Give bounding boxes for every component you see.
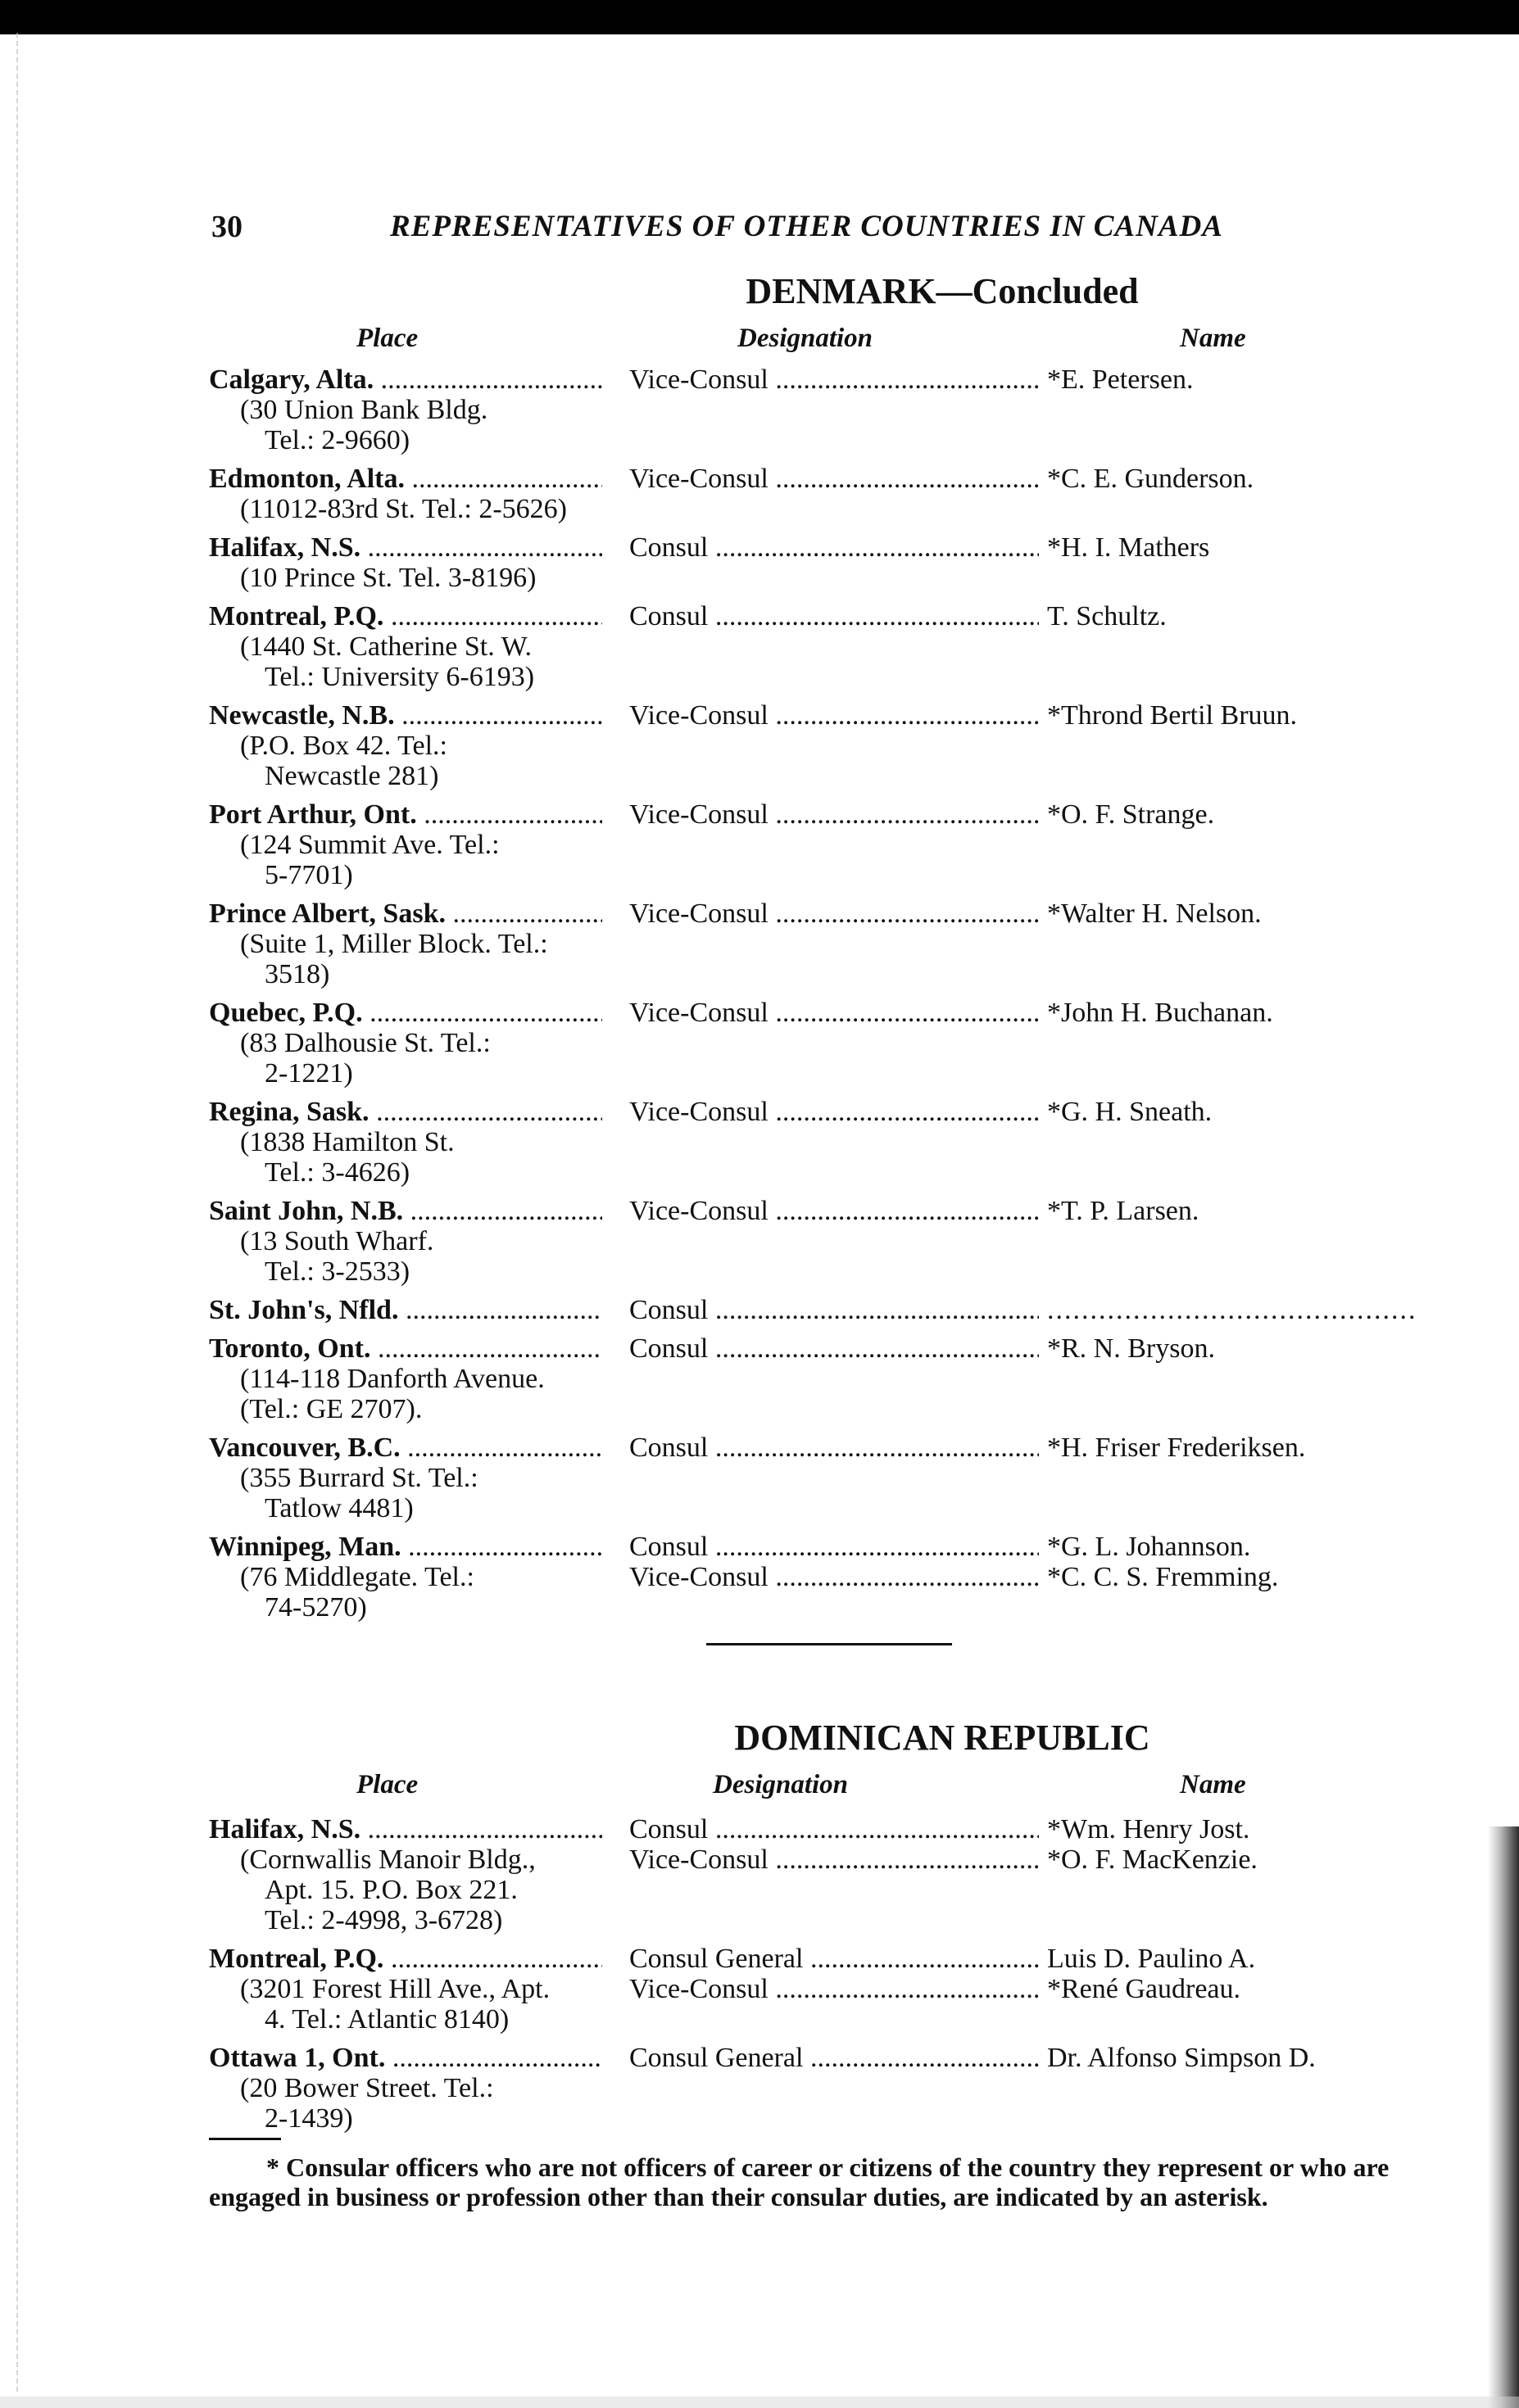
- appointments-cell: [629, 364, 1449, 395]
- address-line: Tatlow 4481): [265, 1493, 414, 1523]
- designation: Consul General .....: [629, 2043, 1039, 2073]
- officer-name: Luis D. Paulino A.: [1047, 1944, 1256, 1974]
- scan-shadow-right: [1488, 1826, 1519, 2408]
- address-line: (1440 St. Catherine St. W.: [240, 631, 533, 662]
- officer-name: *C. E. Gunderson.: [1047, 464, 1254, 494]
- col-header-designation: Designation: [713, 1770, 849, 1799]
- appointments-cell: [629, 532, 1449, 563]
- entry-row: [209, 532, 1446, 593]
- address-line: Tel.: University 6-6193): [265, 662, 535, 692]
- address-line: (Suite 1, Miller Block. Tel.:: [240, 929, 548, 959]
- appointment: [629, 898, 1449, 929]
- appointment: [629, 2043, 1449, 2073]
- appointment: [629, 1944, 1449, 1974]
- entry-row: [209, 1814, 1446, 1935]
- designation: Consul .....: [629, 532, 1039, 563]
- address-line: 74-5270): [265, 1592, 367, 1623]
- place-cell: [209, 998, 602, 1089]
- place-name: Montreal, P.Q. .....: [209, 601, 602, 631]
- address-line: Newcastle 281): [265, 761, 439, 791]
- place-cell: [209, 1196, 602, 1287]
- officer-name: *T. P. Larsen.: [1047, 1196, 1199, 1226]
- designation: Vice-Consul .....: [629, 700, 1039, 731]
- officer-name: *Wm. Henry Jost.: [1047, 1814, 1250, 1844]
- place-cell: [209, 1433, 602, 1523]
- place-name: Calgary, Alta. .....: [209, 364, 602, 395]
- officer-name: *G. H. Sneath.: [1047, 1097, 1213, 1127]
- appointments-cell: [629, 1944, 1449, 2004]
- designation: Vice-Consul .....: [629, 464, 1039, 494]
- entry-row: [209, 1295, 1446, 1325]
- officer-name: *G. L. Johannson.: [1047, 1532, 1251, 1562]
- designation: Vice-Consul .....: [629, 1974, 1039, 2004]
- section-denmark: [209, 270, 1446, 1623]
- page-number: 30: [211, 210, 243, 244]
- address-line: (76 Middlegate. Tel.:: [240, 1562, 474, 1592]
- entry-row: [209, 1944, 1446, 2035]
- address-line: (10 Prince St. Tel. 3-8196): [240, 563, 537, 593]
- entry-row: [209, 2043, 1446, 2134]
- appointment: [629, 532, 1449, 563]
- col-header-name: Name: [1180, 1770, 1246, 1799]
- place-name: Vancouver, B.C. .....: [209, 1433, 602, 1463]
- designation: Vice-Consul .....: [629, 1196, 1039, 1226]
- designation: Consul .....: [629, 1814, 1039, 1844]
- address-line: (83 Dalhousie St. Tel.:: [240, 1028, 491, 1058]
- address-line: (114-118 Danforth Avenue.: [240, 1364, 545, 1394]
- place-cell: [209, 799, 602, 890]
- entry-list: [209, 364, 1446, 1623]
- column-headers: [209, 324, 1446, 360]
- designation: Vice-Consul .....: [629, 898, 1039, 929]
- address-line: (1838 Hamilton St.: [240, 1127, 455, 1157]
- address-line: 5-7701): [265, 860, 353, 890]
- appointments-cell: [629, 1532, 1449, 1592]
- entry-row: [209, 1196, 1446, 1287]
- appointments-cell: [629, 464, 1449, 494]
- appointment: [629, 998, 1449, 1028]
- appointment: [629, 601, 1449, 631]
- designation: Vice-Consul .....: [629, 1562, 1039, 1592]
- appointments-cell: [629, 1097, 1449, 1127]
- designation: Vice-Consul .....: [629, 364, 1039, 395]
- place-cell: [209, 1814, 602, 1935]
- place-cell: [209, 2043, 602, 2134]
- place-name: Port Arthur, Ont. .....: [209, 799, 602, 830]
- designation: Vice-Consul .....: [629, 799, 1039, 830]
- appointment: [629, 1097, 1449, 1127]
- place-cell: [209, 898, 602, 989]
- appointment: [629, 1532, 1449, 1562]
- officer-name: *H. I. Mathers: [1047, 532, 1210, 563]
- place-name: Toronto, Ont. .....: [209, 1333, 602, 1364]
- section-title: DOMINICAN REPUBLIC: [734, 1718, 1150, 1758]
- place-cell: [209, 1295, 602, 1325]
- officer-name: T. Schultz.: [1047, 601, 1167, 631]
- address-line: Apt. 15. P.O. Box 221.: [265, 1875, 518, 1905]
- appointment: [629, 364, 1449, 395]
- designation: Vice-Consul .....: [629, 1097, 1039, 1127]
- place-cell: [209, 601, 602, 692]
- designation: Consul .....: [629, 1295, 1039, 1325]
- officer-name: *Thrond Bertil Bruun.: [1047, 700, 1298, 731]
- address-line: (355 Burrard St. Tel.:: [240, 1463, 478, 1493]
- officer-name: *C. C. S. Fremming.: [1047, 1562, 1279, 1592]
- address-line: 2-1439): [265, 2103, 353, 2134]
- designation: Consul .....: [629, 1433, 1039, 1463]
- officer-name: *Walter H. Nelson.: [1047, 898, 1262, 929]
- officer-name: Dr. Alfonso Simpson D.: [1047, 2043, 1316, 2073]
- place-cell: [209, 700, 602, 791]
- officer-name: *John H. Buchanan.: [1047, 998, 1273, 1028]
- address-line: (124 Summit Ave. Tel.:: [240, 830, 500, 860]
- address-line: 4. Tel.: Atlantic 8140): [265, 2004, 510, 2035]
- place-name: Ottawa 1, Ont. .....: [209, 2043, 602, 2073]
- officer-name: *E. Petersen.: [1047, 364, 1194, 395]
- column-headers: [209, 1770, 1446, 1806]
- address-line: Tel.: 2-9660): [265, 425, 410, 455]
- scan-border-bottom: [0, 2397, 1519, 2408]
- entry-list: [209, 1814, 1446, 2134]
- entry-row: [209, 1333, 1446, 1424]
- address-line: Tel.: 3-4626): [265, 1157, 410, 1188]
- section-dominican-republic: [209, 1717, 1446, 2134]
- appointment: [629, 1295, 1449, 1325]
- designation: Consul .....: [629, 1532, 1039, 1562]
- place-cell: [209, 1532, 602, 1623]
- running-title: REPRESENTATIVES OF OTHER COUNTRIES IN CANADA: [390, 210, 1223, 243]
- appointments-cell: [629, 799, 1449, 830]
- place-name: Montreal, P.Q. .....: [209, 1944, 602, 1974]
- entry-row: [209, 998, 1446, 1089]
- officer-name: ...........................................: [1047, 1295, 1417, 1325]
- place-name: Newcastle, N.B. .....: [209, 700, 602, 731]
- place-name: Halifax, N.S. .....: [209, 1814, 602, 1844]
- address-line: (30 Union Bank Bldg.: [240, 395, 488, 425]
- place-name: St. John's, Nfld. .....: [209, 1295, 602, 1325]
- entry-row: [209, 601, 1446, 692]
- designation: Consul General .....: [629, 1944, 1039, 1974]
- address-line: (P.O. Box 42. Tel.:: [240, 731, 447, 761]
- appointments-cell: [629, 1295, 1449, 1325]
- place-name: Saint John, N.B. .....: [209, 1196, 602, 1226]
- entry-row: [209, 1532, 1446, 1623]
- place-name: Regina, Sask. .....: [209, 1097, 602, 1127]
- place-name: Edmonton, Alta. .....: [209, 464, 602, 494]
- address-line: Tel.: 3-2533): [265, 1256, 410, 1287]
- officer-name: *H. Friser Frederiksen.: [1047, 1433, 1306, 1463]
- designation: Consul .....: [629, 601, 1039, 631]
- col-header-name: Name: [1180, 324, 1246, 353]
- col-header-place: Place: [356, 324, 419, 353]
- place-name: Prince Albert, Sask. .....: [209, 898, 602, 929]
- appointment: [629, 700, 1449, 731]
- place-cell: [209, 532, 602, 593]
- col-header-designation: Designation: [737, 324, 873, 353]
- designation: Consul .....: [629, 1333, 1039, 1364]
- appointment: [629, 1333, 1449, 1364]
- scan-border-top: [0, 0, 1519, 34]
- appointment: [629, 1844, 1449, 1875]
- entry-row: [209, 464, 1446, 524]
- entry-row: [209, 799, 1446, 890]
- entry-row: [209, 1433, 1446, 1523]
- appointments-cell: [629, 1333, 1449, 1364]
- place-name: Winnipeg, Man. .....: [209, 1532, 602, 1562]
- appointment: [629, 1433, 1449, 1463]
- appointments-cell: [629, 1433, 1449, 1463]
- appointment: [629, 1562, 1449, 1592]
- appointments-cell: [629, 998, 1449, 1028]
- footnote: * Consular officers who are not officers of career or citizens of the country they represent or who are engaged in business or profession other than their consular duties, are indicated by an asterisk.: [209, 2152, 1390, 2211]
- col-header-place: Place: [356, 1770, 419, 1799]
- address-line: Tel.: 2-4998, 3-6728): [265, 1905, 503, 1935]
- address-line: (3201 Forest Hill Ave., Apt.: [240, 1974, 551, 2004]
- designation: Vice-Consul .....: [629, 1844, 1039, 1875]
- appointment: [629, 1974, 1449, 2004]
- place-name: Halifax, N.S. .....: [209, 532, 602, 563]
- address-line: (20 Bower Street. Tel.:: [240, 2073, 494, 2103]
- officer-name: *O. F. MacKenzie.: [1047, 1844, 1258, 1875]
- designation: Vice-Consul .....: [629, 998, 1039, 1028]
- address-line: 2-1221): [265, 1058, 353, 1089]
- place-name: Quebec, P.Q. .....: [209, 998, 602, 1028]
- officer-name: *R. N. Bryson.: [1047, 1333, 1215, 1364]
- place-cell: [209, 1944, 602, 2035]
- scan-border-left: [0, 33, 18, 2392]
- appointments-cell: [629, 1196, 1449, 1226]
- entry-row: [209, 364, 1446, 455]
- address-line: (13 South Wharf.: [240, 1226, 434, 1256]
- footnote-rule: [209, 2138, 281, 2140]
- section-divider: [706, 1643, 952, 1645]
- entry-row: [209, 898, 1446, 989]
- appointment: [629, 799, 1449, 830]
- entry-row: [209, 1097, 1446, 1188]
- entry-row: [209, 700, 1446, 791]
- appointment: [629, 464, 1449, 494]
- place-cell: [209, 1333, 602, 1424]
- place-cell: [209, 464, 602, 524]
- appointments-cell: [629, 700, 1449, 731]
- page-header: [211, 209, 1276, 250]
- place-cell: [209, 364, 602, 455]
- officer-name: *René Gaudreau.: [1047, 1974, 1241, 2004]
- appointments-cell: [629, 898, 1449, 929]
- officer-name: *O. F. Strange.: [1047, 799, 1215, 830]
- address-line: (Cornwallis Manoir Bldg.,: [240, 1844, 536, 1875]
- address-line: (11012-83rd St. Tel.: 2-5626): [240, 494, 567, 524]
- appointments-cell: [629, 2043, 1449, 2073]
- appointment: [629, 1814, 1449, 1844]
- place-cell: [209, 1097, 602, 1188]
- appointments-cell: [629, 1814, 1449, 1875]
- appointment: [629, 1196, 1449, 1226]
- address-line: 3518): [265, 959, 330, 989]
- appointments-cell: [629, 601, 1449, 631]
- address-line: (Tel.: GE 2707).: [240, 1394, 423, 1424]
- section-title: DENMARK—Concluded: [746, 271, 1139, 311]
